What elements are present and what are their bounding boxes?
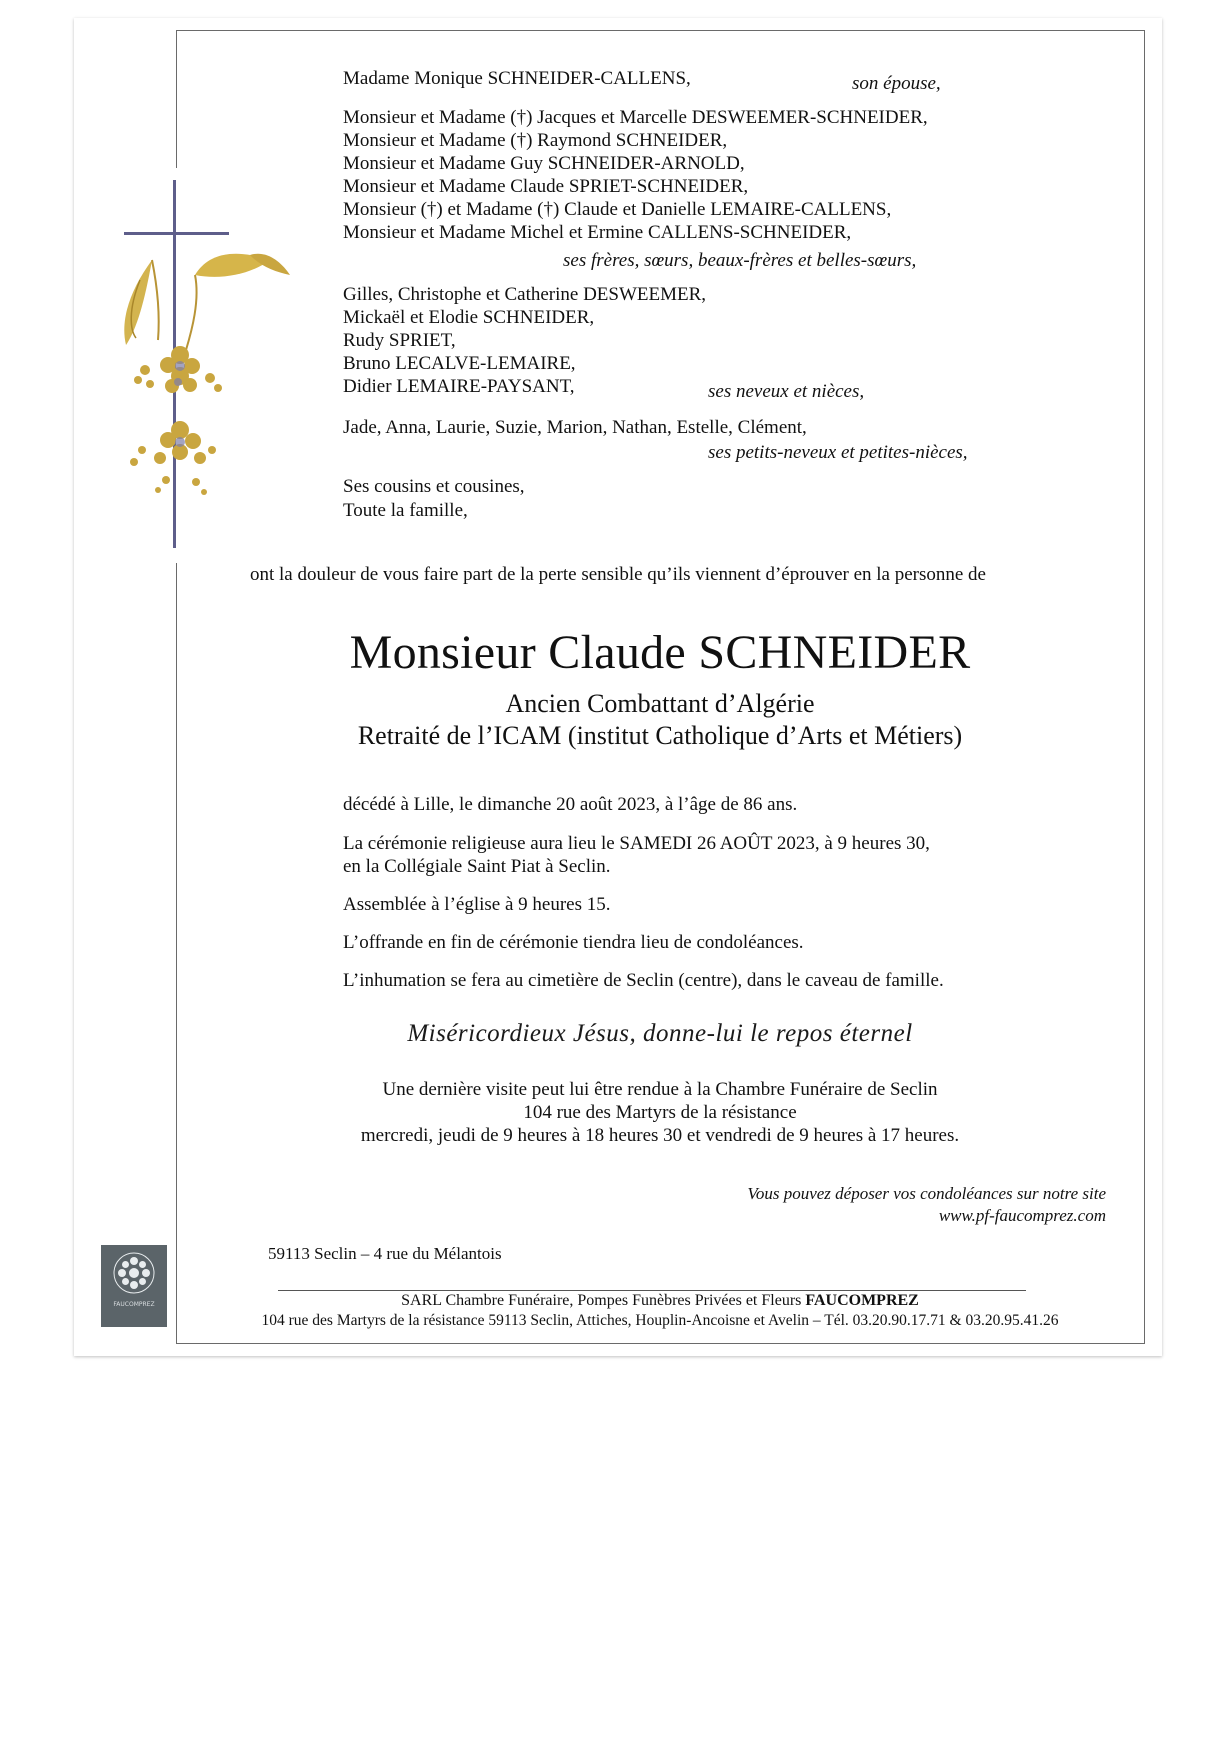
all-family-line: Toute la famille,: [343, 500, 468, 521]
offering-text: L’offrande en fin de cérémonie tiendra lieu de condoléances.: [343, 932, 804, 953]
footer-contact: 104 rue des Martyrs de la résistance 59113 Seclin, Attiches, Houplin-Ancoisne et Avelin – Tél. 03.20.90.17.71 & 03.20.95.41.26: [261, 1312, 1059, 1329]
faucomprez-logo: [101, 1245, 167, 1327]
footer-company: [180, 1291, 1140, 1311]
visit-line-3: mercredi, jeudi de 9 heures à 18 heures 30 et vendredi de 9 heures à 17 heures.: [360, 1125, 960, 1146]
death-details: décédé à Lille, le dimanche 20 août 2023, à l’âge de 86 ans.: [343, 794, 798, 815]
visit-line-1: Une dernière visite peut lui être rendue à la Chambre Funéraire de Seclin: [382, 1079, 938, 1100]
grand-nephews-line: Jade, Anna, Laurie, Suzie, Marion, Nathan, Estelle, Clément,: [343, 417, 807, 438]
nephew-line: Gilles, Christophe et Catherine DESWEEMER,: [343, 284, 707, 305]
frame-left-edge-bottom: [176, 563, 177, 1343]
visit-line-2: 104 rue des Martyrs de la résistance: [523, 1102, 797, 1123]
nephew-line: Mickaël et Elodie SCHNEIDER,: [343, 307, 595, 328]
nephew-line: Bruno LECALVE-LEMAIRE,: [343, 353, 576, 374]
sibling-line: Monsieur et Madame Michel et Ermine CALLENS-SCHNEIDER,: [343, 222, 852, 243]
flower-logo-icon: [101, 1245, 167, 1301]
footer-address-short: 59113 Seclin – 4 rue du Mélantois: [268, 1244, 502, 1263]
cousins-line: Ses cousins et cousines,: [343, 476, 525, 497]
siblings-relation: ses frères, sœurs, beaux-frères et belles-sœurs,: [563, 250, 917, 271]
deceased-title-retired: Retraité de l’ICAM (institut Catholique d’Arts et Métiers): [357, 721, 963, 750]
deceased-title-veteran: Ancien Combattant d’Algérie: [505, 689, 815, 718]
nephew-line: Rudy SPRIET,: [343, 330, 456, 351]
frame-left-edge-top: [176, 30, 177, 168]
deceased-name: Monsieur Claude SCHNEIDER: [349, 626, 971, 679]
sibling-line: Monsieur et Madame Guy SCHNEIDER-ARNOLD,: [343, 153, 745, 174]
spouse-name: Madame Monique SCHNEIDER-CALLENS,: [343, 68, 691, 89]
logo-label: FAUCOMPREZ: [113, 1301, 155, 1308]
prayer-text: Miséricordieux Jésus, donne-lui le repos éternel: [407, 1020, 913, 1047]
condolences-site-link[interactable]: www.pf-faucomprez.com: [938, 1206, 1106, 1225]
sibling-line: Monsieur et Madame Claude SPRIET-SCHNEIDER,: [343, 176, 749, 197]
footer-company-name: FAUCOMPREZ: [805, 1292, 919, 1309]
announcement-text: ont la douleur de vous faire part de la perte sensible qu’ils viennent d’éprouver en la personne de: [250, 564, 986, 585]
ceremony-line-1: La cérémonie religieuse aura lieu le SAMEDI 26 AOÛT 2023, à 9 heures 30,: [343, 833, 930, 854]
ceremony-line-2: en la Collégiale Saint Piat à Seclin.: [343, 856, 611, 877]
spouse-relation: son épouse,: [852, 73, 941, 94]
nephew-line: Didier LEMAIRE-PAYSANT,: [343, 376, 575, 397]
assembly-time: Assemblée à l’église à 9 heures 15.: [343, 894, 611, 915]
sibling-line: Monsieur et Madame (†) Jacques et Marcelle DESWEEMER-SCHNEIDER,: [343, 107, 928, 128]
nephews-relation: ses neveux et nièces,: [708, 381, 865, 402]
sibling-line: Monsieur et Madame (†) Raymond SCHNEIDER,: [343, 130, 728, 151]
grand-nephews-relation: ses petits-neveux et petites-nièces,: [708, 442, 968, 463]
footer-company-prefix: SARL Chambre Funéraire, Pompes Funèbres Privées et Fleurs: [401, 1292, 802, 1309]
sibling-line: Monsieur (†) et Madame (†) Claude et Danielle LEMAIRE-CALLENS,: [343, 199, 892, 220]
cross-with-flowers-icon: [100, 180, 310, 560]
burial-text: L’inhumation se fera au cimetière de Seclin (centre), dans le caveau de famille.: [343, 970, 944, 991]
condolences-text: Vous pouvez déposer vos condoléances sur notre site: [747, 1184, 1106, 1203]
